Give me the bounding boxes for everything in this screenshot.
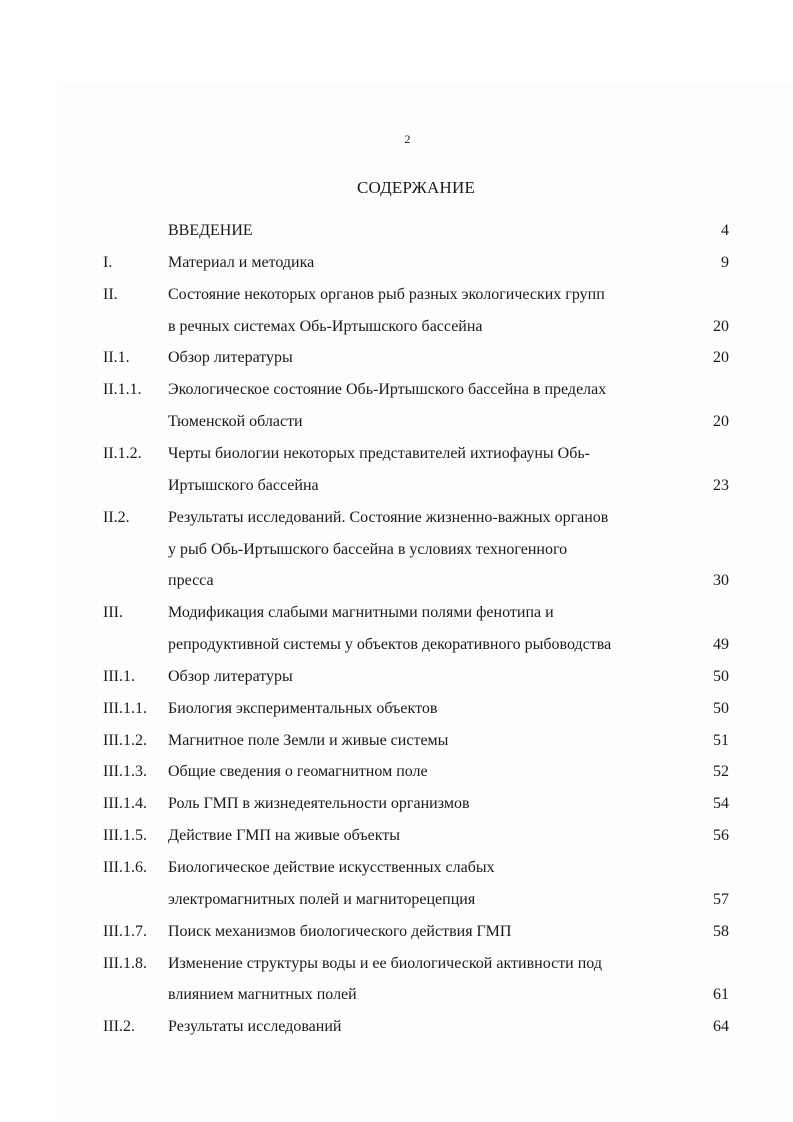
toc-line [0,438,793,470]
toc-section-number: III.1.8. [103,954,147,972]
toc-section-number: III.1.4. [103,795,147,813]
toc-line [0,884,793,916]
toc-entry-text: Результаты исследований [168,1018,342,1036]
toc-line [0,565,793,597]
toc-page-number: 20 [713,413,729,431]
toc-section-number: II.1. [103,349,130,367]
toc-entry-text: Общие сведения о геомагнитном поле [168,763,428,781]
toc-entry-text: Экологическое состояние Обь-Иртышского бассейна в пределах [168,381,607,399]
toc-entry-text: Иртышского бассейна [168,476,319,494]
page-title: СОДЕРЖАНИЕ [356,178,476,197]
toc-section-number: III.1.7. [103,922,147,940]
toc-page-number: 9 [721,253,729,271]
toc-page-number: 61 [713,986,729,1004]
toc-section-number: III.1.1. [103,699,147,717]
toc-line [0,979,793,1011]
toc-section-number: II. [103,285,118,303]
toc-page-number: 52 [713,763,729,781]
toc-page-number: 64 [713,1018,729,1036]
toc-section-number: III.1.2. [103,731,147,749]
toc-entry-text: Биологическое действие искусственных слабых [168,859,495,876]
toc-line [0,788,793,820]
toc-page-number: 30 [713,572,729,590]
toc-line [0,470,793,502]
toc-page-number: 54 [713,795,729,813]
toc-section-number: III.1.3. [103,763,147,781]
toc-entry-text: Поиск механизмов биологического действия ГМП [168,922,512,940]
toc-page-number: 23 [713,476,729,494]
toc-section-number: III.1. [103,667,135,685]
toc-line [0,629,793,661]
toc-line [0,661,793,693]
toc-line [0,1011,793,1043]
toc-entry-text: Биология экспериментальных объектов [168,699,438,717]
toc-entry-text: Изменение структуры воды и ее биологической активности под [168,954,602,972]
toc-line [0,247,793,279]
toc-section-number: I. [103,253,113,271]
toc-entry-text: пресса [168,572,214,590]
toc-page-number: 57 [713,890,729,908]
toc-page-number: 20 [713,317,729,335]
toc-entry-text: влиянием магнитных полей [168,986,357,1004]
toc-line [0,916,793,948]
toc-line [0,279,793,311]
toc-entry-text: у рыб Обь-Иртышского бассейна в условиях техногенного [168,540,568,558]
toc-line [0,342,793,374]
toc-entry-text: Тюменской области [168,413,303,431]
toc-line [0,725,793,757]
toc-page-number: 50 [713,667,729,685]
toc-line [0,852,793,884]
toc-line [0,311,793,343]
toc-section-number: III. [103,604,123,622]
toc-page-number: 20 [713,349,729,367]
toc-line [0,502,793,534]
toc-section-number: III.2. [103,1018,135,1036]
toc-line [0,756,793,788]
toc-line [0,948,793,980]
toc-page-number: 51 [713,731,729,749]
toc-page-number: 56 [713,827,729,845]
toc-section-number: II.1.1. [103,381,142,399]
toc-entry-text: электромагнитных полей и магниторецепция [168,890,476,908]
toc-page-number: 58 [713,922,729,940]
page-number: 2 [404,132,411,146]
toc-entry-text: Результаты исследований. Состояние жизненно-важных органов [168,508,609,526]
toc-entry-text: Обзор литературы [168,349,293,367]
toc-entry-text: Действие ГМП на живые объекты [168,827,401,845]
toc-line [0,374,793,406]
toc-page-number: 49 [713,636,729,654]
toc-entry-text: Материал и методика [168,253,315,271]
toc-section-number: II.2. [103,508,130,526]
toc-section-number: III.1.6. [103,859,147,876]
toc-page-number: 50 [713,699,729,717]
toc-line [0,597,793,629]
toc-entry-text: Модификация слабыми магнитными полями фенотипа и [168,604,554,622]
toc-section-number: II.1.2. [103,444,142,462]
toc-entry-text: в речных системах Обь-Иртышского бассейна [168,317,483,335]
toc-page-number: 4 [721,222,729,239]
table-of-contents [0,215,793,1045]
toc-entry-text: Роль ГМП в жизнедеятельности организмов [168,795,470,813]
toc-line [0,534,793,566]
toc-section-number: III.1.5. [103,827,147,845]
toc-entry-text: Состояние некоторых органов рыб разных экологических групп [168,285,605,303]
toc-line [0,693,793,725]
toc-entry-text: Магнитное поле Земли и живые системы [168,731,449,749]
toc-entry-text: Обзор литературы [168,667,293,685]
toc-entry-text: репродуктивной системы у объектов декоративного рыбоводства [168,636,612,654]
toc-entry-text: ВВЕДЕНИЕ [168,222,253,239]
toc-line [0,215,793,247]
toc-entry-text: Черты биологии некоторых представителей ихтиофауны Обь- [168,444,590,462]
toc-line [0,406,793,438]
toc-line [0,820,793,852]
